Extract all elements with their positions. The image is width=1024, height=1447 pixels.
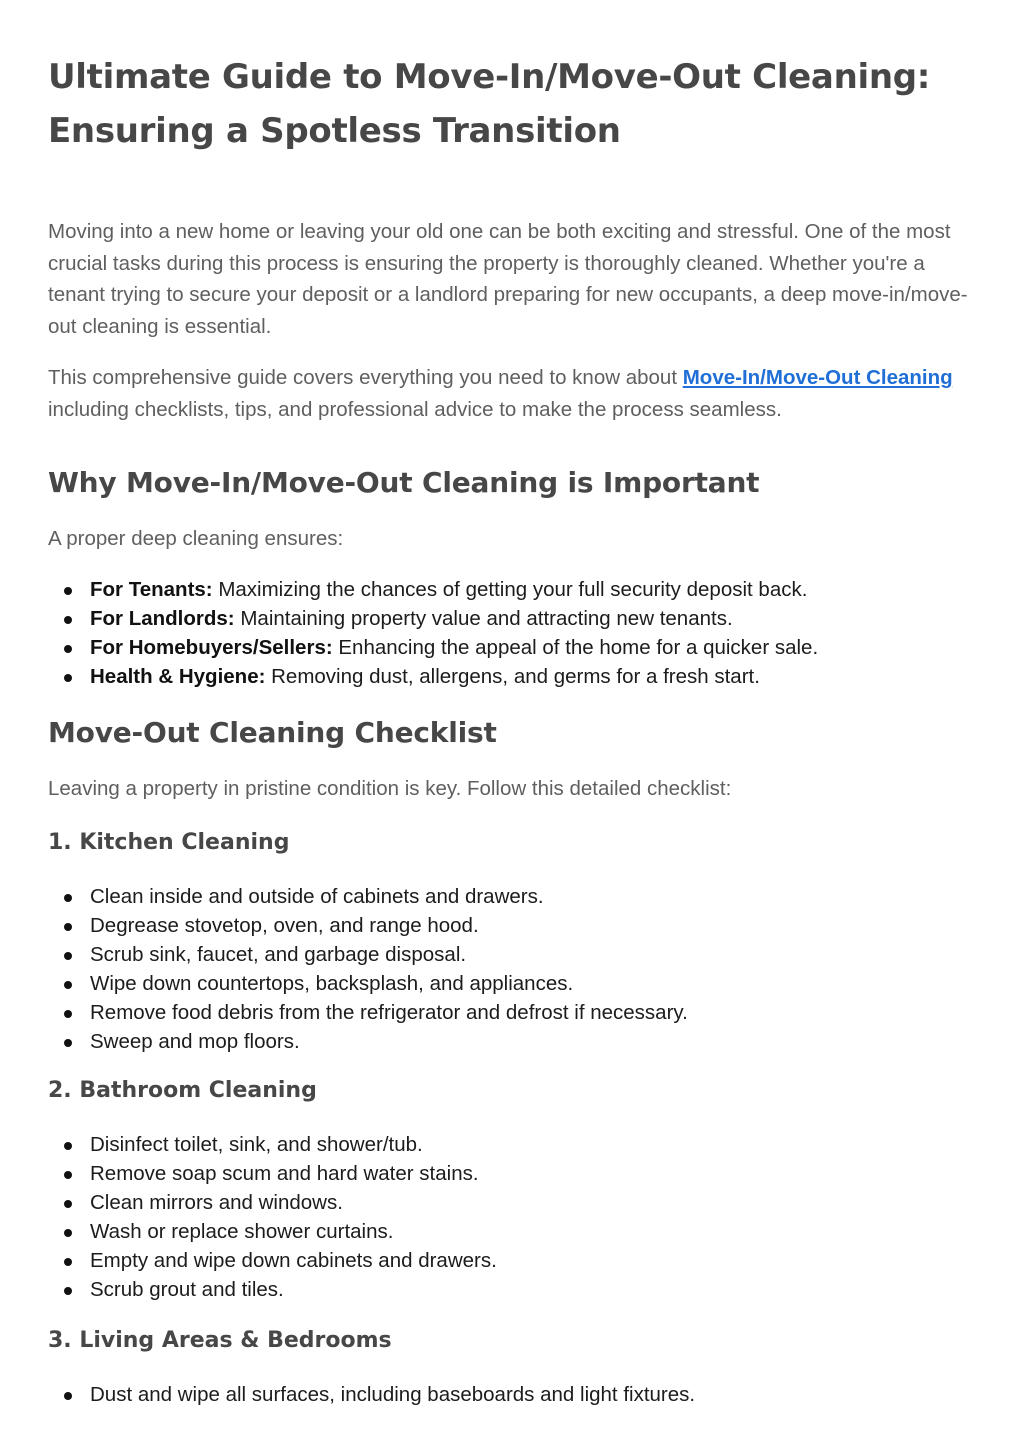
list-item-label: For Tenants: (90, 577, 213, 601)
bullet-icon (64, 616, 72, 624)
list-item-text: Scrub sink, faucet, and garbage disposal. (90, 943, 467, 966)
list-item-label: For Landlords: (90, 606, 235, 630)
list-item (48, 1217, 976, 1246)
list-item-text: Wipe down countertops, backsplash, and appliances. (90, 972, 574, 995)
bullet-icon (64, 1200, 72, 1208)
bullet-icon (64, 1287, 72, 1295)
moveout-section-lead: Leaving a property in pristine condition is key. Follow this detailed checklist: (48, 776, 732, 800)
list-item (48, 969, 976, 998)
list-item (48, 1246, 976, 1275)
list-item-label: For Homebuyers/Sellers: (90, 635, 333, 659)
bullet-icon (64, 1392, 72, 1400)
list-item-text: Removing dust, allergens, and germs for a fresh start. (265, 664, 760, 688)
list-item (48, 882, 976, 911)
bullet-icon (64, 952, 72, 960)
list-item (48, 998, 976, 1027)
bullet-icon (64, 1039, 72, 1047)
list-item-text: Clean inside and outside of cabinets and drawers. (90, 885, 544, 908)
list-item-text: Dust and wipe all surfaces, including baseboards and light fixtures. (90, 1383, 696, 1406)
bullet-icon (64, 1229, 72, 1237)
list-item (48, 911, 976, 940)
why-section-lead: A proper deep cleaning ensures: (48, 527, 344, 550)
list-item (48, 575, 976, 604)
list-item-text: Maintaining property value and attracting new tenants. (234, 606, 733, 630)
list-item (48, 1380, 976, 1409)
list-item-text: Disinfect toilet, sink, and shower/tub. (90, 1133, 423, 1156)
bullet-icon (64, 645, 72, 653)
moveout-section-heading: Move-Out Cleaning Checklist (48, 715, 497, 749)
why-benefits-list (48, 575, 976, 691)
living-areas-heading: 3. Living Areas & Bedrooms (48, 1328, 392, 1353)
list-item-text: Sweep and mop floors. (90, 1030, 300, 1053)
list-item-text: Scrub grout and tiles. (90, 1278, 284, 1301)
bathroom-heading: 2. Bathroom Cleaning (48, 1078, 317, 1103)
kitchen-heading: 1. Kitchen Cleaning (48, 830, 290, 855)
bullet-icon (64, 1142, 72, 1150)
kitchen-checklist (48, 882, 976, 1056)
why-section-heading: Why Move-In/Move-Out Cleaning is Important (48, 466, 760, 499)
list-item (48, 1188, 976, 1217)
list-item-text: Maximizing the chances of getting your full security deposit back. (212, 577, 808, 601)
intro-paragraph-2-before: This comprehensive guide covers everything you need to know about (48, 366, 683, 389)
list-item (48, 1027, 976, 1056)
intro-section (48, 216, 976, 425)
list-item-text: Wash or replace shower curtains. (90, 1220, 394, 1243)
list-item (48, 633, 976, 662)
list-item (48, 1130, 976, 1159)
bullet-icon (64, 1010, 72, 1018)
list-item (48, 940, 976, 969)
bathroom-checklist (48, 1130, 976, 1304)
intro-paragraph-1: Moving into a new home or leaving your old one can be both exciting and stressful. One of the most crucial tasks during this process is ensuring the property is thoroughly cleaned. Whether you're a tenant trying to secure your deposit or a landlord preparing for new occupants, a deep move-in/move-out cleaning is essential. (48, 220, 968, 338)
list-item-text: Remove soap scum and hard water stains. (90, 1162, 479, 1185)
move-in-move-out-cleaning-link[interactable]: Move-In/Move-Out Cleaning (682, 366, 953, 389)
bullet-icon (64, 1258, 72, 1266)
bullet-icon (64, 894, 72, 902)
bullet-icon (64, 923, 72, 931)
bullet-icon (64, 1171, 72, 1179)
list-item (48, 604, 976, 633)
intro-paragraph-2 (48, 362, 976, 425)
list-item (48, 662, 976, 691)
list-item-text: Clean mirrors and windows. (90, 1191, 343, 1214)
bullet-icon (64, 981, 72, 989)
list-item-text: Empty and wipe down cabinets and drawers. (90, 1249, 497, 1272)
list-item-text: Enhancing the appeal of the home for a quicker sale. (332, 635, 819, 659)
list-item-text: Degrease stovetop, oven, and range hood. (90, 914, 479, 937)
page-title: Ultimate Guide to Move-In/Move-Out Cleaning: Ensuring a Spotless Transition (48, 57, 931, 151)
list-item-label: Health & Hygiene: (90, 664, 266, 688)
bullet-icon (64, 587, 72, 595)
list-item (48, 1275, 976, 1304)
bullet-icon (64, 674, 72, 682)
intro-paragraph-2-after: including checklists, tips, and professional advice to make the process seamless. (48, 397, 782, 421)
living-areas-checklist (48, 1380, 976, 1409)
list-item (48, 1159, 976, 1188)
list-item-text: Remove food debris from the refrigerator and defrost if necessary. (90, 1001, 688, 1024)
